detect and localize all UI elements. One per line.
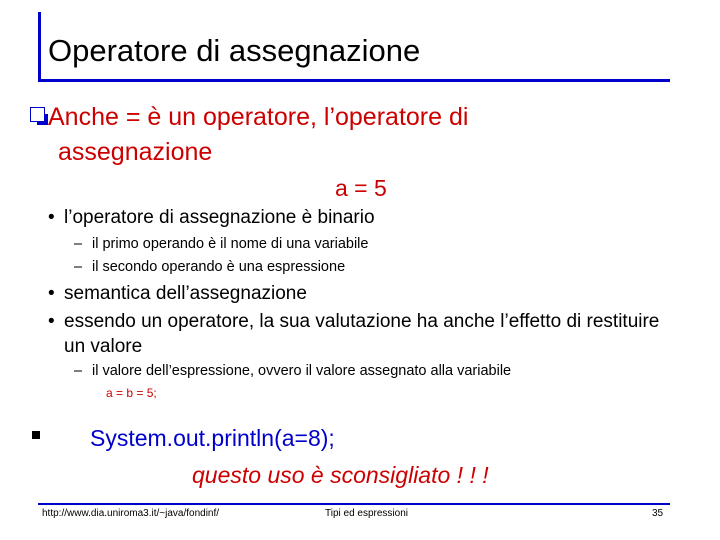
warning-text: questo uso è sconsigliato ! ! ! bbox=[192, 462, 489, 488]
expression-example: a = 5 bbox=[335, 175, 387, 201]
main-bullet-line2: assegnazione bbox=[58, 138, 213, 166]
page-number: 35 bbox=[652, 508, 664, 519]
title-underline bbox=[38, 79, 670, 82]
code-chained-assignment: a = b = 5; bbox=[106, 386, 157, 400]
bullet-dot-icon: • bbox=[48, 207, 55, 228]
footer-url: http://www.dia.uniroma3.it/~java/fondinf/ bbox=[42, 508, 220, 519]
main-bullet bbox=[48, 100, 608, 170]
item-binary: l’operatore di assegnazione è binario bbox=[64, 207, 375, 228]
item-expression-value: il valore dell’espressione, ovvero il valore assegnato alla variabile bbox=[92, 363, 512, 379]
title-accent-bar bbox=[38, 12, 41, 82]
main-bullet-line1: Anche = è un operatore, l’operatore di bbox=[48, 103, 469, 131]
dash-icon: – bbox=[74, 363, 83, 379]
footer-topic: Tipi ed espressioni bbox=[325, 508, 409, 519]
item-second-operand: il secondo operando è una espressione bbox=[92, 259, 346, 275]
item-semantics: semantica dell’assegnazione bbox=[64, 283, 307, 304]
bullet-dot-icon: • bbox=[48, 311, 55, 332]
slide-title: Operatore di assegnazione bbox=[48, 33, 421, 68]
item-first-operand: il primo operando è il nome di una variabile bbox=[92, 236, 369, 252]
dash-icon: – bbox=[74, 259, 83, 275]
code-println: System.out.println(a=8); bbox=[90, 425, 335, 451]
footer-divider bbox=[38, 503, 670, 505]
square-bullet-icon bbox=[32, 431, 40, 439]
item-operator-value: essendo un operatore, la sua valutazione ha anche l’effetto di restituire bbox=[64, 311, 660, 332]
dash-icon: – bbox=[74, 236, 83, 252]
bullet-dot-icon: • bbox=[48, 283, 55, 304]
item-operator-value-cont: un valore bbox=[64, 336, 143, 357]
checkbox-bullet-icon bbox=[30, 107, 45, 122]
